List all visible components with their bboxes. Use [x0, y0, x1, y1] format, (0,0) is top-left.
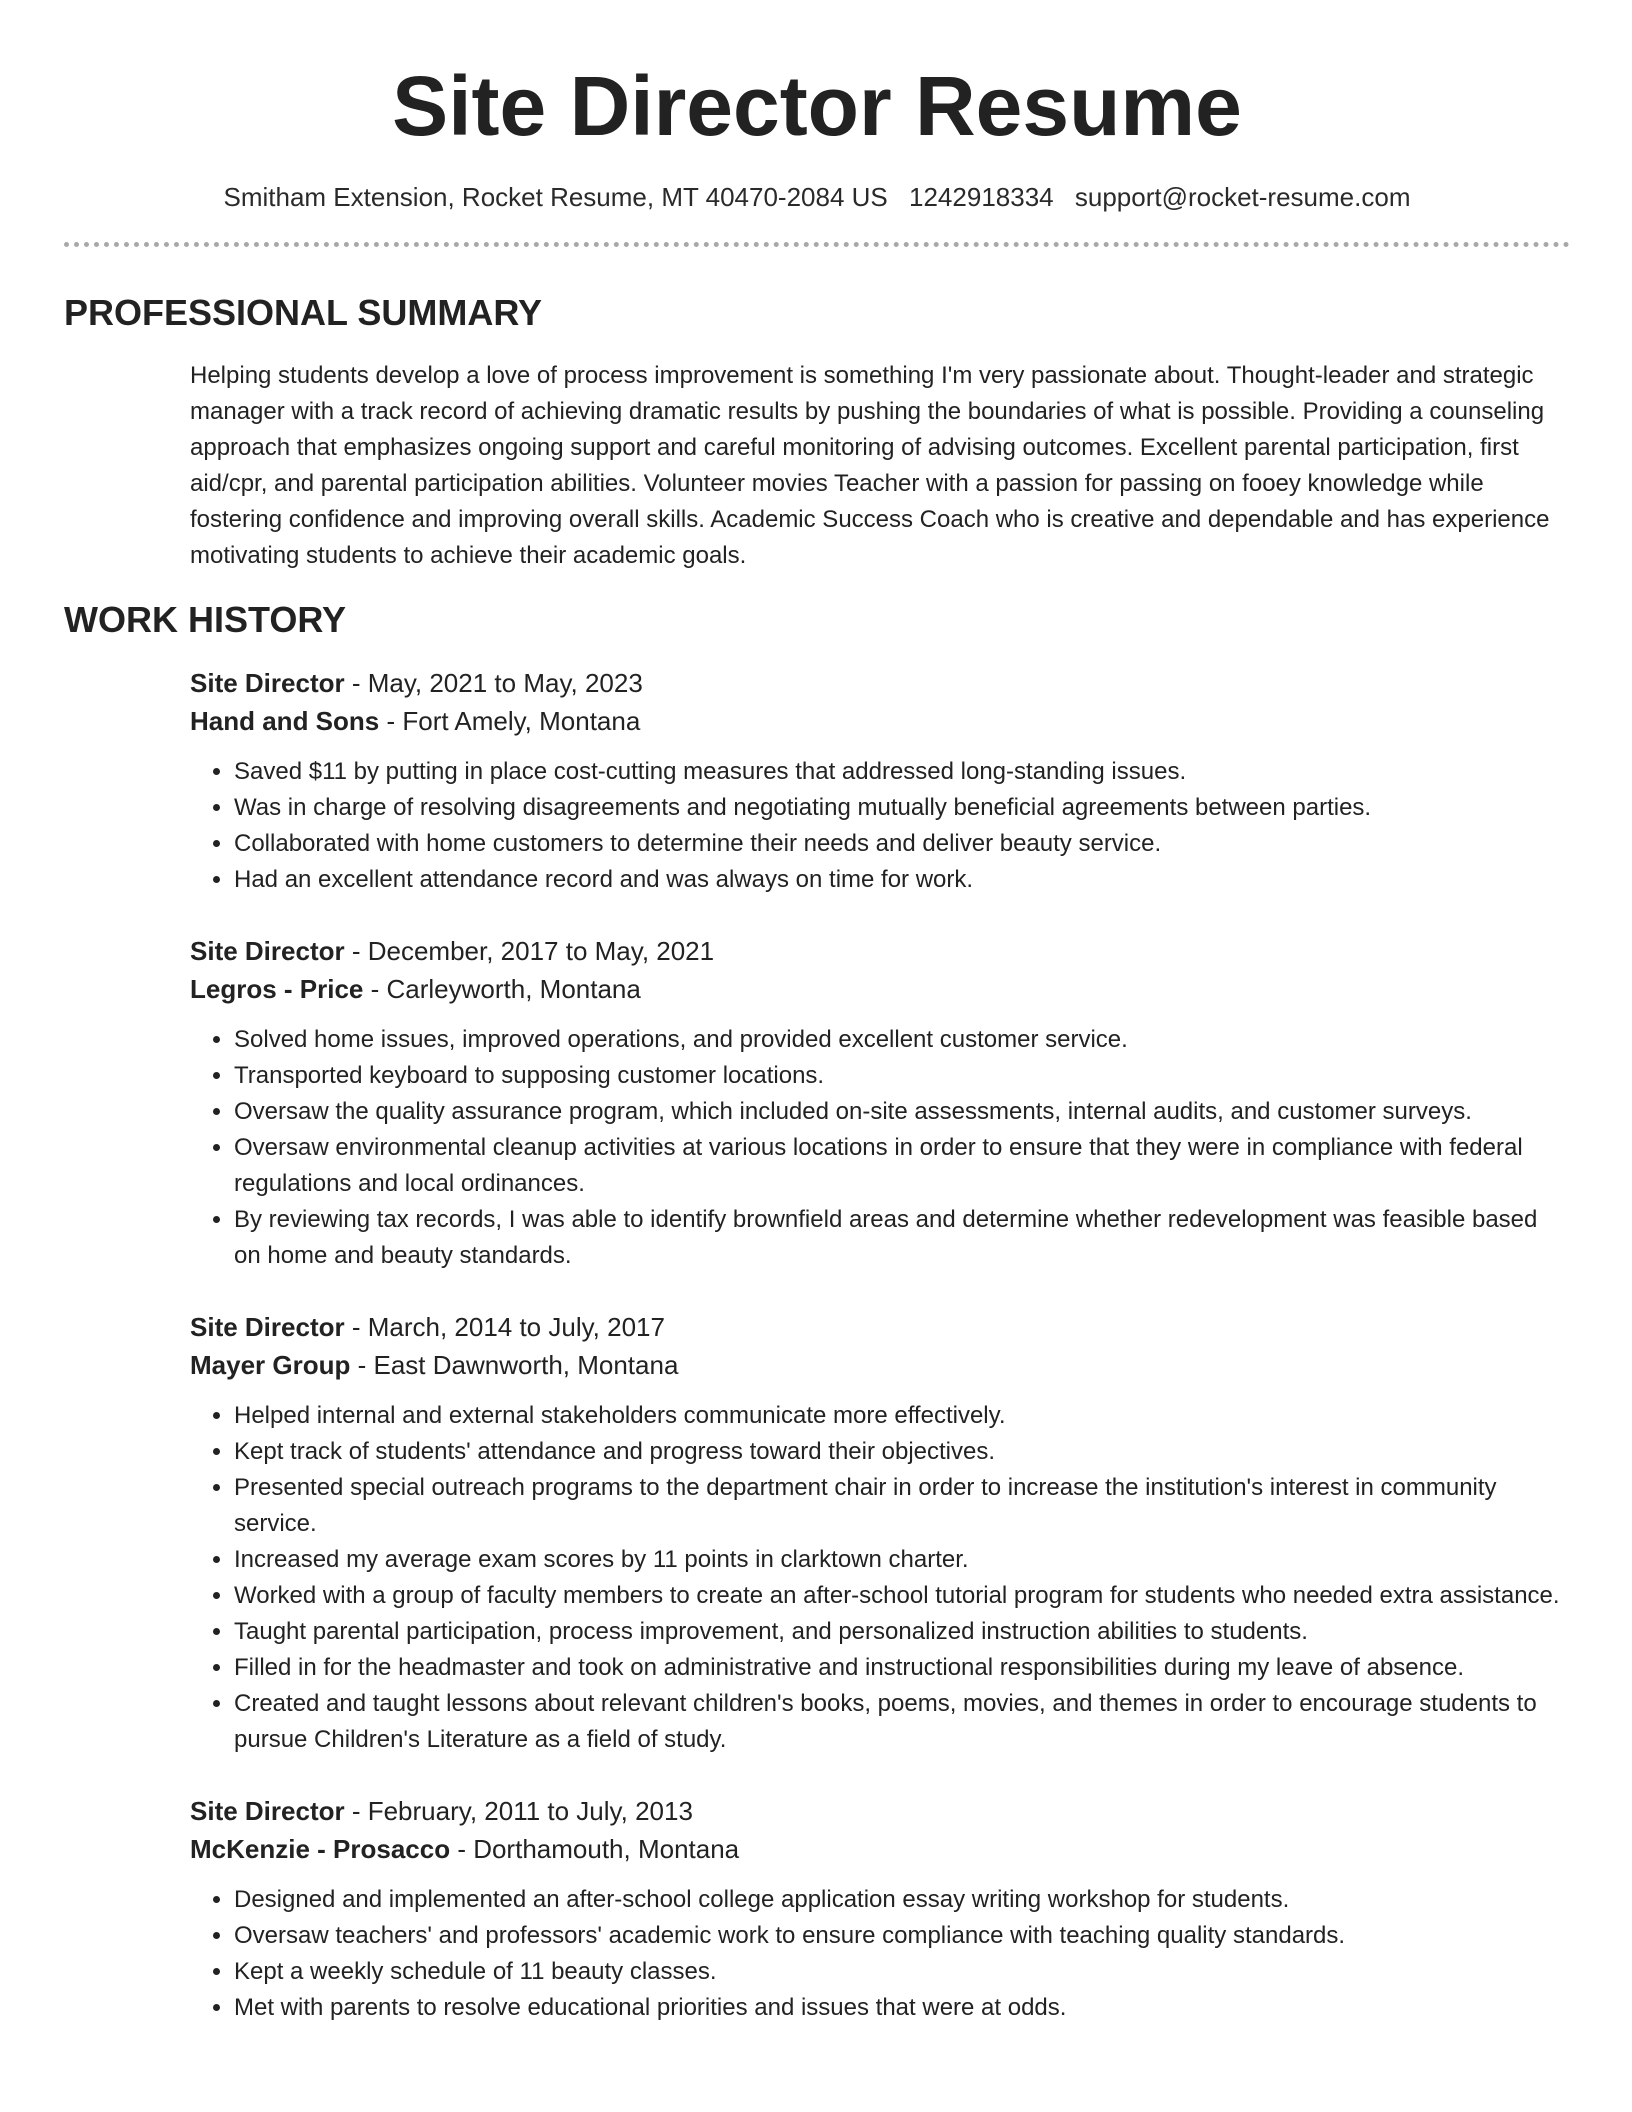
list-item: • Transported keyboard to supposing customer locations.: [234, 1058, 1570, 1094]
list-item: • Worked with a group of faculty members to create an after-school tutorial program for students who needed extra assistance.: [234, 1578, 1570, 1614]
job-dates: - March, 2014 to July, 2017: [344, 1312, 665, 1342]
job-title: Site Director: [190, 668, 345, 698]
list-item: • Designed and implemented an after-school college application essay writing workshop for students.: [234, 1882, 1570, 1918]
contact-line: [64, 180, 1570, 214]
job-company: Mayer Group: [190, 1350, 351, 1380]
job-company: McKenzie - Prosacco: [190, 1834, 451, 1864]
list-item: • Collaborated with home customers to determine their needs and deliver beauty service.: [234, 826, 1570, 862]
job-title-line: [190, 932, 1570, 970]
list-item: • Met with parents to resolve educational priorities and issues that were at odds.: [234, 1990, 1570, 2026]
list-item: • Saved $11 by putting in place cost-cutting measures that addressed long-standing issues.: [234, 754, 1570, 790]
list-item: • Oversaw the quality assurance program, which included on-site assessments, internal audits, and customer surveys.: [234, 1094, 1570, 1130]
job-entry: [190, 932, 1570, 1274]
job-location: - East Dawnworth, Montana: [350, 1350, 679, 1380]
email-text: support@rocket-resume.com: [1074, 182, 1411, 212]
work-history-heading: WORK HISTORY: [64, 599, 347, 640]
summary-text: Helping students develop a love of process improvement is something I'm very passionate about. Thought-leader and strategic manager with a track record of achieving dramatic results by pushing the boundaries of what is possible. Providing a counseling approach that emphasizes ongoing support and careful monitoring of advising outcomes. Excellent parental participation, first aid/cpr, and parental participation abilities. Volunteer movies Teacher with a passion for passing on fooey knowledge while fostering confidence and improving overall skills. Academic Success Coach who is creative and dependable and has experience motivating students to achieve their academic goals.: [190, 362, 1550, 569]
resume-page: [64, 0, 1570, 2026]
page-title: Site Director Resume: [392, 59, 1242, 153]
job-dates: - May, 2021 to May, 2023: [344, 668, 643, 698]
job-company-line: [190, 1830, 1570, 1868]
list-item: • Increased my average exam scores by 11 points in clarktown charter.: [234, 1542, 1570, 1578]
summary-heading: PROFESSIONAL SUMMARY: [64, 292, 543, 333]
job-dates: - February, 2011 to July, 2013: [344, 1796, 693, 1826]
job-bullets: [190, 754, 1570, 898]
list-item: • Kept a weekly schedule of 11 beauty classes.: [234, 1954, 1570, 1990]
job-title-line: [190, 1308, 1570, 1346]
job-company: Hand and Sons: [190, 706, 380, 736]
list-item: • By reviewing tax records, I was able to identify brownfield areas and determine whether redevelopment was feasible based on home and beauty standards.: [234, 1202, 1570, 1274]
list-item: • Solved home issues, improved operations, and provided excellent customer service.: [234, 1022, 1570, 1058]
job-bullets: [190, 1398, 1570, 1758]
job-title: Site Director: [190, 1312, 345, 1342]
job-company-line: [190, 1346, 1570, 1384]
job-company-line: [190, 970, 1570, 1008]
job-bullets: [190, 1022, 1570, 1274]
job-entry: [190, 1308, 1570, 1758]
list-item: • Created and taught lessons about relevant children's books, poems, movies, and themes in order to encourage students to pursue Children's Literature as a field of study.: [234, 1686, 1570, 1758]
list-item: • Had an excellent attendance record and was always on time for work.: [234, 862, 1570, 898]
job-location: - Fort Amely, Montana: [379, 706, 641, 736]
list-item: • Taught parental participation, process improvement, and personalized instruction abilities to students.: [234, 1614, 1570, 1650]
job-company-line: [190, 702, 1570, 740]
list-item: • Oversaw teachers' and professors' academic work to ensure compliance with teaching quality standards.: [234, 1918, 1570, 1954]
phone-text: 1242918334: [909, 182, 1054, 212]
list-item: • Presented special outreach programs to the department chair in order to increase the institution's interest in community service.: [234, 1470, 1570, 1542]
job-entry: [190, 1792, 1570, 2026]
job-title: Site Director: [190, 936, 345, 966]
list-item: • Filled in for the headmaster and took on administrative and instructional responsibilities during my leave of absence.: [234, 1650, 1570, 1686]
job-title-line: [190, 1792, 1570, 1830]
job-location: - Dorthamouth, Montana: [450, 1834, 740, 1864]
list-item: • Kept track of students' attendance and progress toward their objectives.: [234, 1434, 1570, 1470]
job-location: - Carleyworth, Montana: [363, 974, 641, 1004]
header-divider: [64, 242, 1570, 247]
list-item: • Was in charge of resolving disagreements and negotiating mutually beneficial agreements between parties.: [234, 790, 1570, 826]
address-text: Smitham Extension, Rocket Resume, MT 40470-2084 US: [223, 182, 888, 212]
job-title: Site Director: [190, 1796, 345, 1826]
job-company: Legros - Price: [190, 974, 364, 1004]
job-dates: - December, 2017 to May, 2021: [344, 936, 715, 966]
list-item: • Helped internal and external stakeholders communicate more effectively.: [234, 1398, 1570, 1434]
job-entry: [190, 664, 1570, 898]
job-bullets: [190, 1882, 1570, 2026]
list-item: • Oversaw environmental cleanup activities at various locations in order to ensure that they were in compliance with federal regulations and local ordinances.: [234, 1130, 1570, 1202]
job-title-line: [190, 664, 1570, 702]
